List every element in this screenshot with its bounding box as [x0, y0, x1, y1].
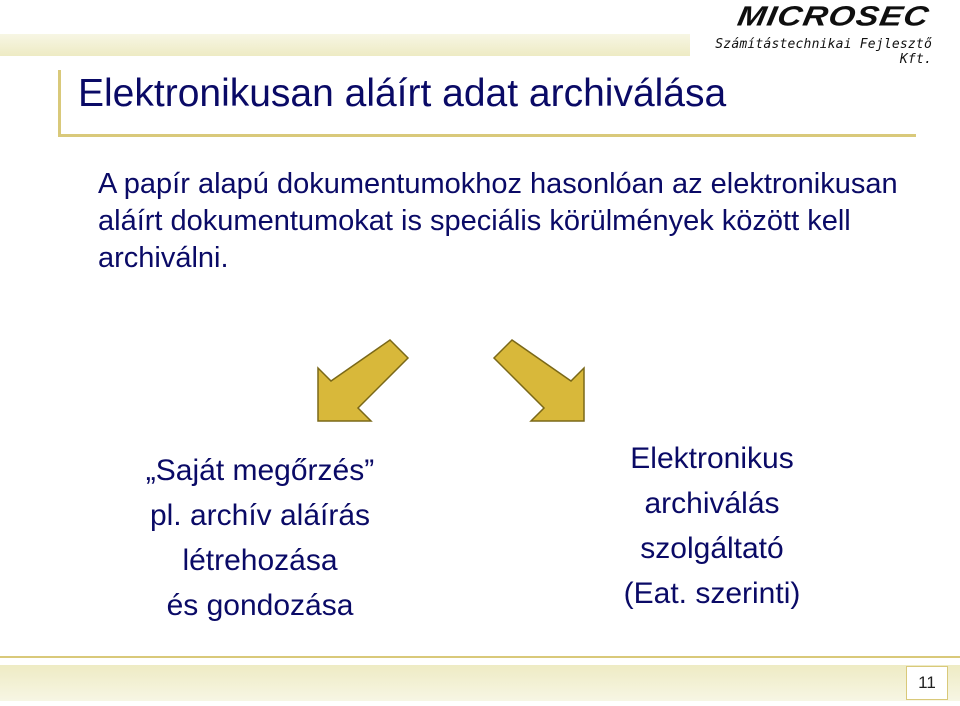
company-logo: [682, 0, 932, 67]
title-accent-vertical: [58, 70, 61, 136]
footer-divider: [0, 656, 960, 658]
option-line: pl. archív aláírás: [149, 499, 371, 532]
option-line: (Eat. szerinti): [623, 577, 801, 610]
option-line: archiválás: [644, 487, 780, 520]
option-own-preservation: [80, 448, 440, 628]
option-line: „Saját megőrzés”: [145, 454, 375, 487]
option-archiving-service: [532, 436, 892, 616]
header-band: [0, 34, 690, 56]
logo-wordmark: MICROSEC: [735, 0, 932, 32]
title-accent-horizontal: [58, 134, 916, 137]
slide-body-text: A papír alapú dokumentumokhoz hasonlóan az elektronikusan aláírt dokumentumokat is speciális körülmények között kell archiválni.: [98, 168, 898, 274]
option-line: létrehozása: [182, 544, 338, 577]
option-line: szolgáltató: [640, 532, 784, 565]
logo-tagline: Számítástechnikai Fejlesztő Kft.: [715, 37, 932, 67]
arrow-down-left-icon: [316, 336, 416, 426]
arrow-down-right-icon: [486, 336, 586, 426]
slide-title: Elektronikusan aláírt adat archiválása: [78, 72, 727, 115]
page-number: 11: [906, 666, 948, 700]
option-line: Elektronikus: [630, 442, 794, 475]
option-line: és gondozása: [166, 589, 354, 622]
footer-band: [0, 665, 960, 701]
